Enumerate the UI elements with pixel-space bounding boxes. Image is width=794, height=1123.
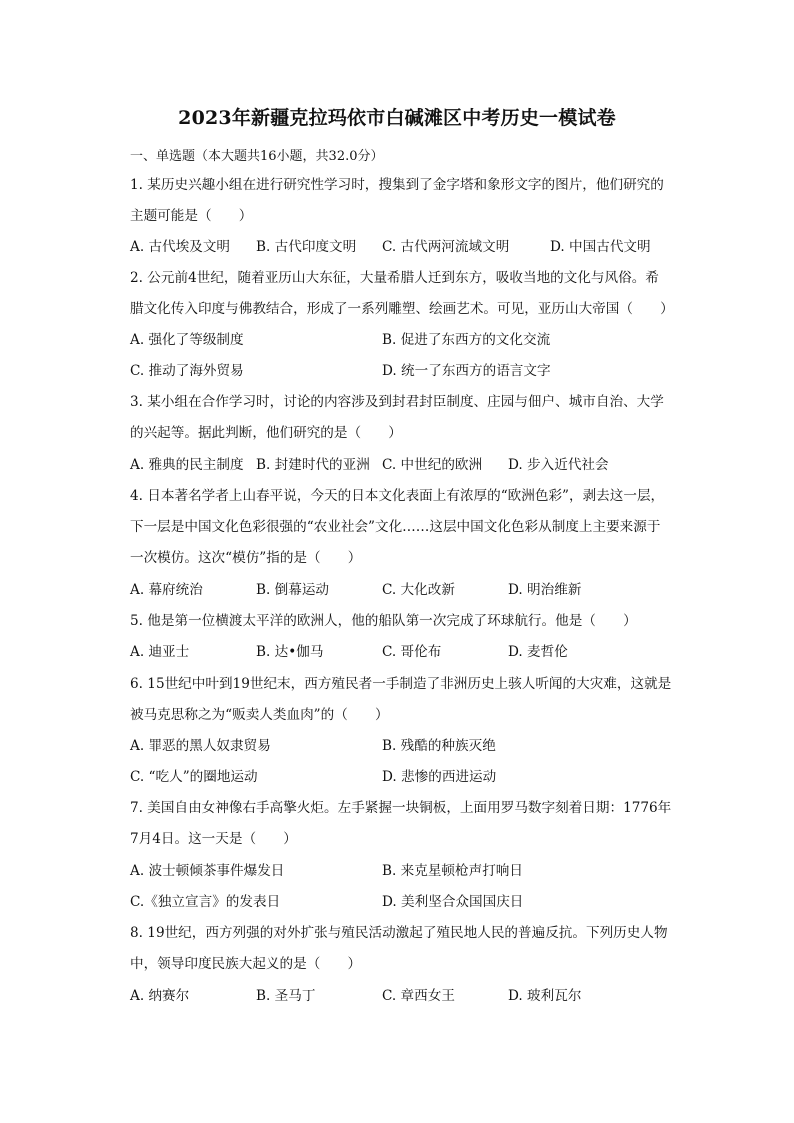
question-6-line-2: 被马克思称之为“贩卖人类血肉”的（ ） bbox=[130, 707, 389, 723]
question-7-line-1: 7. 美国自由女神像右手高擎火炬。左手紧握一块铜板，上面用罗马数字刻着日期：1776年 bbox=[130, 800, 672, 816]
question-4-line-2: 下一层是中国文化色彩很强的“农业社会”文化……这层中国文化色彩从制度上主要来源于 bbox=[130, 519, 661, 535]
question-1-line-1: 1. 某历史兴趣小组在进行研究性学习时，搜集到了金字塔和象形文字的图片，他们研究的 bbox=[130, 177, 664, 193]
question-8-line-2: 中，领导印度民族大起义的是（ ） bbox=[130, 956, 362, 972]
question-5-option-d: D. 麦哲伦 bbox=[508, 644, 568, 660]
question-6-option-a: A. 罪恶的黑人奴隶贸易 bbox=[130, 738, 271, 754]
question-7-option-d: D. 美利坚合众国国庆日 bbox=[382, 894, 524, 910]
question-8-line-1: 8. 19世纪，西方列强的对外扩张与殖民活动激起了殖民地人民的普遍反抗。下列历史人物 bbox=[130, 925, 668, 941]
question-7-line-2: 7月4日。这一天是（ ） bbox=[130, 831, 297, 847]
question-1-line-2: 主题可能是（ ） bbox=[130, 208, 253, 224]
question-8-option-d: D. 玻利瓦尔 bbox=[508, 988, 582, 1004]
question-7-option-a: A. 波士顿倾茶事件爆发日 bbox=[130, 863, 285, 879]
question-7-option-c: C.《独立宣言》的发表日 bbox=[130, 894, 281, 910]
question-4-line-1: 4. 日本著名学者上山春平说，今天的日本文化表面上有浓厚的“欧洲色彩”，剥去这一层， bbox=[130, 488, 665, 504]
question-5-option-b: B. 达•伽马 bbox=[256, 644, 324, 660]
question-5-option-a: A. 迪亚士 bbox=[130, 644, 190, 660]
question-3-option-d: D. 步入近代社会 bbox=[508, 457, 609, 473]
question-6-option-c: C. “吃人”的圈地运动 bbox=[130, 769, 258, 785]
question-1-option-b: B. 古代印度文明 bbox=[256, 239, 357, 255]
question-2-option-c: C. 推动了海外贸易 bbox=[130, 363, 244, 379]
question-4-option-c: C. 大化改新 bbox=[382, 582, 455, 598]
question-2-line-2: 腊文化传入印度与佛教结合，形成了一系列雕塑、绘画艺术。可见，亚历山大帝国（ ） bbox=[130, 301, 674, 317]
question-5-line-1: 5. 他是第一位横渡太平洋的欧洲人，他的船队第一次完成了环球航行。他是（ ） bbox=[130, 613, 637, 629]
question-2-option-d: D. 统一了东西方的语言文字 bbox=[382, 363, 551, 379]
question-7-option-b: B. 来克星顿枪声打响日 bbox=[382, 863, 523, 879]
question-4-line-3: 一次模仿。这次“模仿”指的是（ ） bbox=[130, 550, 362, 566]
section-heading: 一、单选题（本大题共16小题，共32.0分） bbox=[130, 149, 384, 164]
question-8-option-a: A. 纳赛尔 bbox=[130, 988, 190, 1004]
question-3-option-b: B. 封建时代的亚洲 bbox=[256, 457, 370, 473]
question-4-option-d: D. 明治维新 bbox=[508, 582, 582, 598]
question-8-option-b: B. 圣马丁 bbox=[256, 988, 316, 1004]
question-5-option-c: C. 哥伦布 bbox=[382, 644, 442, 660]
question-3-line-1: 3. 某小组在合作学习时，讨论的内容涉及到封君封臣制度、庄园与佃户、城市自治、大学 bbox=[130, 394, 664, 410]
question-2-line-1: 2. 公元前4世纪，随着亚历山大东征，大量希腊人迁到东方，吸收当地的文化与风俗。希 bbox=[130, 270, 659, 286]
question-1-option-d: D. 中国古代文明 bbox=[550, 239, 651, 255]
question-6-option-d: D. 悲惨的西进运动 bbox=[382, 769, 497, 785]
question-4-option-b: B. 倒幕运动 bbox=[256, 582, 330, 598]
question-3-option-a: A. 雅典的民主制度 bbox=[130, 457, 244, 473]
question-6-line-1: 6. 15世纪中叶到19世纪末，西方殖民者一手制造了非洲历史上骇人听闻的大灾难，这就是 bbox=[130, 676, 672, 692]
question-3-option-c: C. 中世纪的欧洲 bbox=[382, 457, 483, 473]
question-1-option-a: A. 古代埃及文明 bbox=[130, 239, 231, 255]
question-3-line-2: 的兴起等。据此判断，他们研究的是（ ） bbox=[130, 425, 402, 441]
question-4-option-a: A. 幕府统治 bbox=[130, 582, 203, 598]
exam-title: 2023年新疆克拉玛依市白碱滩区中考历史一模试卷 bbox=[178, 107, 616, 129]
question-8-option-c: C. 章西女王 bbox=[382, 988, 455, 1004]
question-2-option-b: B. 促进了东西方的文化交流 bbox=[382, 332, 551, 348]
question-6-option-b: B. 残酷的种族灭绝 bbox=[382, 738, 496, 754]
question-1-option-c: C. 古代两河流域文明 bbox=[382, 239, 510, 255]
question-2-option-a: A. 强化了等级制度 bbox=[130, 332, 244, 348]
